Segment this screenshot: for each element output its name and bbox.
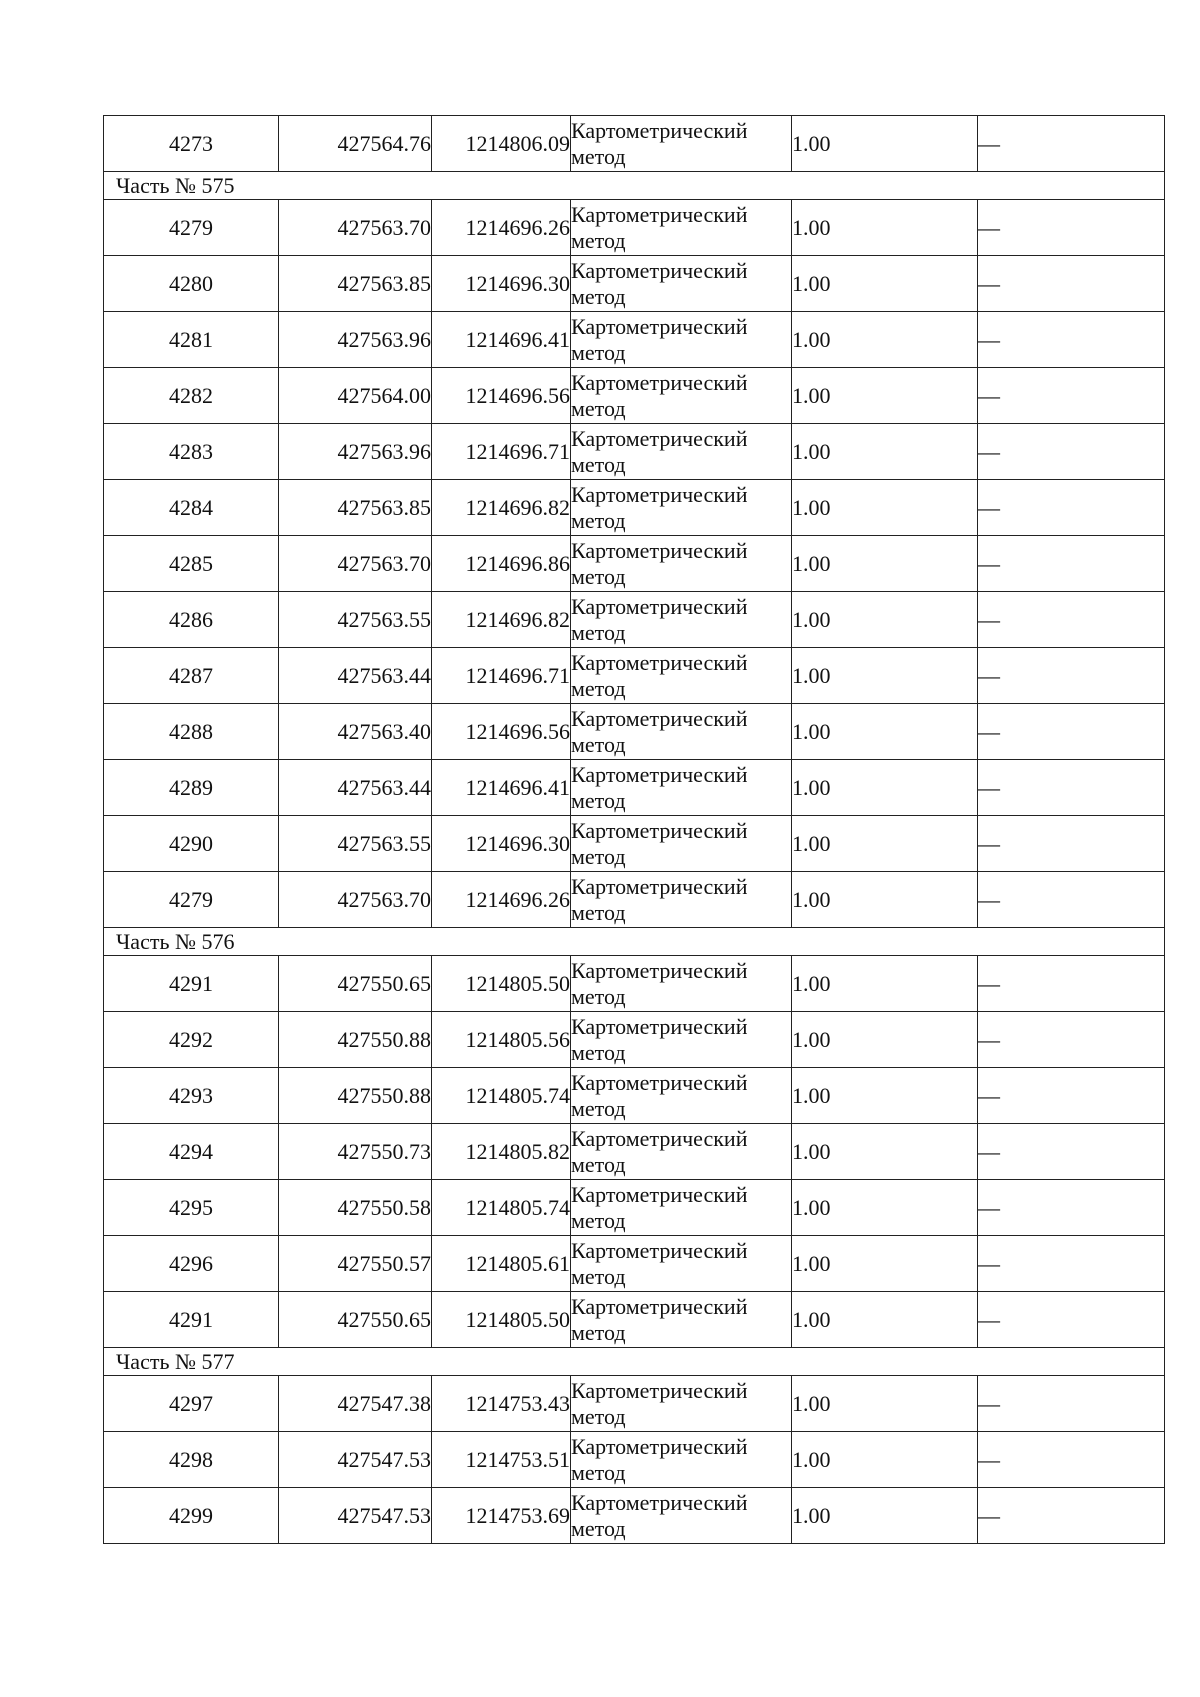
method-cell [571, 1012, 792, 1068]
table-row [104, 1180, 1165, 1236]
x-coordinate-cell: 427563.55 [279, 816, 432, 872]
table-row [104, 1012, 1165, 1068]
accuracy-cell: 1.00 [792, 1068, 978, 1124]
x-coordinate-cell: 427563.55 [279, 592, 432, 648]
point-number-cell: 4291 [104, 1292, 279, 1348]
x-coordinate-cell: 427563.85 [279, 256, 432, 312]
description-cell: — [978, 816, 1165, 872]
point-number-cell: 4280 [104, 256, 279, 312]
method-cell [571, 1432, 792, 1488]
x-coordinate-cell: 427563.40 [279, 704, 432, 760]
method-cell [571, 116, 792, 172]
method-cell [571, 312, 792, 368]
accuracy-cell: 1.00 [792, 1376, 978, 1432]
description-cell: — [978, 424, 1165, 480]
y-coordinate-cell: 1214696.82 [432, 592, 571, 648]
method-line-1: Картометрический [571, 537, 748, 563]
table-row [104, 480, 1165, 536]
y-coordinate-cell: 1214696.86 [432, 536, 571, 592]
method-cell [571, 368, 792, 424]
method-cell [571, 1292, 792, 1348]
method-line-2: метод [571, 143, 626, 169]
y-coordinate-cell: 1214753.51 [432, 1432, 571, 1488]
method-line-1: Картометрический [571, 201, 748, 227]
accuracy-cell: 1.00 [792, 1292, 978, 1348]
table-row [104, 956, 1165, 1012]
y-coordinate-cell: 1214805.61 [432, 1236, 571, 1292]
x-coordinate-cell: 427550.88 [279, 1068, 432, 1124]
method-cell [571, 1068, 792, 1124]
table-row [104, 424, 1165, 480]
description-cell: — [978, 1292, 1165, 1348]
method-line-1: Картометрический [571, 761, 748, 787]
method-line-2: метод [571, 451, 626, 477]
method-line-2: метод [571, 1403, 626, 1429]
point-number-cell: 4284 [104, 480, 279, 536]
accuracy-cell: 1.00 [792, 480, 978, 536]
y-coordinate-cell: 1214696.41 [432, 312, 571, 368]
accuracy-cell: 1.00 [792, 1012, 978, 1068]
section-header-row [104, 928, 1165, 956]
method-cell [571, 648, 792, 704]
table-row [104, 312, 1165, 368]
table-row [104, 1068, 1165, 1124]
point-number-cell: 4279 [104, 872, 279, 928]
coordinates-table-body [104, 116, 1165, 1544]
description-cell: — [978, 1124, 1165, 1180]
method-line-1: Картометрический [571, 593, 748, 619]
method-line-1: Картометрический [571, 369, 748, 395]
point-number-cell: 4286 [104, 592, 279, 648]
method-line-2: метод [571, 1459, 626, 1485]
method-cell [571, 1236, 792, 1292]
method-cell [571, 592, 792, 648]
method-line-1: Картометрический [571, 313, 748, 339]
description-cell: — [978, 956, 1165, 1012]
y-coordinate-cell: 1214805.74 [432, 1068, 571, 1124]
accuracy-cell: 1.00 [792, 1124, 978, 1180]
y-coordinate-cell: 1214805.56 [432, 1012, 571, 1068]
description-cell: — [978, 592, 1165, 648]
method-line-2: метод [571, 1515, 626, 1541]
table-row [104, 368, 1165, 424]
accuracy-cell: 1.00 [792, 1180, 978, 1236]
y-coordinate-cell: 1214805.74 [432, 1180, 571, 1236]
method-line-1: Картометрический [571, 117, 748, 143]
x-coordinate-cell: 427563.70 [279, 200, 432, 256]
coordinates-table [103, 115, 1165, 1544]
x-coordinate-cell: 427550.73 [279, 1124, 432, 1180]
accuracy-cell: 1.00 [792, 1488, 978, 1544]
y-coordinate-cell: 1214696.71 [432, 424, 571, 480]
x-coordinate-cell: 427563.70 [279, 872, 432, 928]
table-row [104, 592, 1165, 648]
accuracy-cell: 1.00 [792, 256, 978, 312]
description-cell: — [978, 1180, 1165, 1236]
x-coordinate-cell: 427550.58 [279, 1180, 432, 1236]
y-coordinate-cell: 1214806.09 [432, 116, 571, 172]
point-number-cell: 4296 [104, 1236, 279, 1292]
accuracy-cell: 1.00 [792, 1236, 978, 1292]
accuracy-cell: 1.00 [792, 872, 978, 928]
accuracy-cell: 1.00 [792, 368, 978, 424]
method-line-2: метод [571, 1319, 626, 1345]
table-row [104, 1236, 1165, 1292]
method-line-2: метод [571, 619, 626, 645]
table-row [104, 1432, 1165, 1488]
method-line-2: метод [571, 787, 626, 813]
accuracy-cell: 1.00 [792, 592, 978, 648]
y-coordinate-cell: 1214753.43 [432, 1376, 571, 1432]
x-coordinate-cell: 427547.53 [279, 1488, 432, 1544]
accuracy-cell: 1.00 [792, 704, 978, 760]
accuracy-cell: 1.00 [792, 816, 978, 872]
x-coordinate-cell: 427563.44 [279, 648, 432, 704]
method-cell [571, 1180, 792, 1236]
method-line-1: Картометрический [571, 1237, 748, 1263]
method-line-2: метод [571, 983, 626, 1009]
method-line-1: Картометрический [571, 1181, 748, 1207]
method-line-1: Картометрический [571, 957, 748, 983]
y-coordinate-cell: 1214696.82 [432, 480, 571, 536]
accuracy-cell: 1.00 [792, 312, 978, 368]
method-line-2: метод [571, 1095, 626, 1121]
x-coordinate-cell: 427547.38 [279, 1376, 432, 1432]
method-line-1: Картометрический [571, 1433, 748, 1459]
method-line-1: Картометрический [571, 817, 748, 843]
x-coordinate-cell: 427563.85 [279, 480, 432, 536]
x-coordinate-cell: 427564.76 [279, 116, 432, 172]
table-row [104, 760, 1165, 816]
description-cell: — [978, 312, 1165, 368]
method-line-2: метод [571, 1039, 626, 1065]
point-number-cell: 4289 [104, 760, 279, 816]
accuracy-cell: 1.00 [792, 200, 978, 256]
accuracy-cell: 1.00 [792, 116, 978, 172]
description-cell: — [978, 256, 1165, 312]
point-number-cell: 4281 [104, 312, 279, 368]
method-line-2: метод [571, 227, 626, 253]
method-line-1: Картометрический [571, 1293, 748, 1319]
method-line-1: Картометрический [571, 649, 748, 675]
description-cell: — [978, 760, 1165, 816]
section-header-row [104, 172, 1165, 200]
point-number-cell: 4285 [104, 536, 279, 592]
method-line-2: метод [571, 899, 626, 925]
table-row [104, 816, 1165, 872]
method-line-2: метод [571, 1151, 626, 1177]
method-line-2: метод [571, 563, 626, 589]
method-line-1: Картометрический [571, 1489, 748, 1515]
method-cell [571, 1488, 792, 1544]
description-cell: — [978, 480, 1165, 536]
table-row [104, 116, 1165, 172]
description-cell: — [978, 116, 1165, 172]
method-line-2: метод [571, 1263, 626, 1289]
section-label: Часть № 577 [104, 1348, 1165, 1376]
method-cell [571, 760, 792, 816]
method-cell [571, 704, 792, 760]
method-cell [571, 1124, 792, 1180]
table-row [104, 1292, 1165, 1348]
table-row [104, 1376, 1165, 1432]
description-cell: — [978, 1012, 1165, 1068]
point-number-cell: 4288 [104, 704, 279, 760]
description-cell: — [978, 1068, 1165, 1124]
method-line-2: метод [571, 843, 626, 869]
y-coordinate-cell: 1214805.50 [432, 1292, 571, 1348]
x-coordinate-cell: 427550.88 [279, 1012, 432, 1068]
section-label: Часть № 576 [104, 928, 1165, 956]
method-cell [571, 256, 792, 312]
section-header-row [104, 1348, 1165, 1376]
method-line-1: Картометрический [571, 1069, 748, 1095]
method-cell [571, 816, 792, 872]
point-number-cell: 4290 [104, 816, 279, 872]
section-label: Часть № 575 [104, 172, 1165, 200]
x-coordinate-cell: 427550.65 [279, 1292, 432, 1348]
method-cell [571, 1376, 792, 1432]
method-line-1: Картометрический [571, 1125, 748, 1151]
x-coordinate-cell: 427547.53 [279, 1432, 432, 1488]
description-cell: — [978, 368, 1165, 424]
x-coordinate-cell: 427564.00 [279, 368, 432, 424]
y-coordinate-cell: 1214696.56 [432, 704, 571, 760]
accuracy-cell: 1.00 [792, 536, 978, 592]
point-number-cell: 4295 [104, 1180, 279, 1236]
table-row [104, 1488, 1165, 1544]
description-cell: — [978, 1488, 1165, 1544]
table-row [104, 1124, 1165, 1180]
method-line-2: метод [571, 395, 626, 421]
method-cell [571, 424, 792, 480]
method-cell [571, 480, 792, 536]
method-line-2: метод [571, 675, 626, 701]
point-number-cell: 4297 [104, 1376, 279, 1432]
method-line-1: Картометрический [571, 481, 748, 507]
accuracy-cell: 1.00 [792, 1432, 978, 1488]
method-line-2: метод [571, 283, 626, 309]
accuracy-cell: 1.00 [792, 956, 978, 1012]
table-row [104, 872, 1165, 928]
method-cell [571, 536, 792, 592]
x-coordinate-cell: 427563.44 [279, 760, 432, 816]
y-coordinate-cell: 1214696.30 [432, 816, 571, 872]
x-coordinate-cell: 427550.65 [279, 956, 432, 1012]
method-cell [571, 200, 792, 256]
point-number-cell: 4282 [104, 368, 279, 424]
method-cell [571, 956, 792, 1012]
description-cell: — [978, 200, 1165, 256]
method-line-2: метод [571, 1207, 626, 1233]
table-row [104, 648, 1165, 704]
point-number-cell: 4279 [104, 200, 279, 256]
description-cell: — [978, 648, 1165, 704]
method-line-1: Картометрический [571, 1377, 748, 1403]
y-coordinate-cell: 1214805.82 [432, 1124, 571, 1180]
table-row [104, 200, 1165, 256]
method-line-1: Картометрический [571, 1013, 748, 1039]
method-line-2: метод [571, 507, 626, 533]
description-cell: — [978, 1376, 1165, 1432]
y-coordinate-cell: 1214753.69 [432, 1488, 571, 1544]
description-cell: — [978, 872, 1165, 928]
accuracy-cell: 1.00 [792, 424, 978, 480]
y-coordinate-cell: 1214696.41 [432, 760, 571, 816]
point-number-cell: 4287 [104, 648, 279, 704]
x-coordinate-cell: 427550.57 [279, 1236, 432, 1292]
point-number-cell: 4292 [104, 1012, 279, 1068]
method-line-1: Картометрический [571, 705, 748, 731]
accuracy-cell: 1.00 [792, 648, 978, 704]
description-cell: — [978, 536, 1165, 592]
y-coordinate-cell: 1214696.26 [432, 200, 571, 256]
description-cell: — [978, 704, 1165, 760]
y-coordinate-cell: 1214805.50 [432, 956, 571, 1012]
accuracy-cell: 1.00 [792, 760, 978, 816]
method-cell [571, 872, 792, 928]
x-coordinate-cell: 427563.70 [279, 536, 432, 592]
point-number-cell: 4298 [104, 1432, 279, 1488]
table-row [104, 256, 1165, 312]
point-number-cell: 4293 [104, 1068, 279, 1124]
point-number-cell: 4294 [104, 1124, 279, 1180]
method-line-1: Картометрический [571, 257, 748, 283]
point-number-cell: 4299 [104, 1488, 279, 1544]
y-coordinate-cell: 1214696.56 [432, 368, 571, 424]
x-coordinate-cell: 427563.96 [279, 312, 432, 368]
point-number-cell: 4273 [104, 116, 279, 172]
point-number-cell: 4283 [104, 424, 279, 480]
table-row [104, 536, 1165, 592]
y-coordinate-cell: 1214696.71 [432, 648, 571, 704]
method-line-1: Картометрический [571, 873, 748, 899]
table-row [104, 704, 1165, 760]
description-cell: — [978, 1236, 1165, 1292]
point-number-cell: 4291 [104, 956, 279, 1012]
y-coordinate-cell: 1214696.26 [432, 872, 571, 928]
x-coordinate-cell: 427563.96 [279, 424, 432, 480]
method-line-2: метод [571, 731, 626, 757]
method-line-1: Картометрический [571, 425, 748, 451]
y-coordinate-cell: 1214696.30 [432, 256, 571, 312]
description-cell: — [978, 1432, 1165, 1488]
method-line-2: метод [571, 339, 626, 365]
